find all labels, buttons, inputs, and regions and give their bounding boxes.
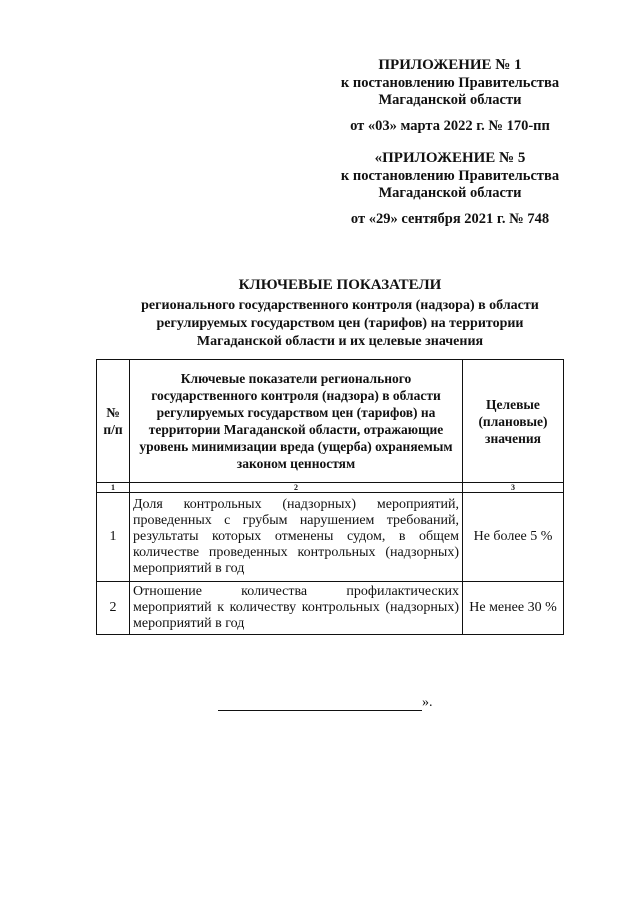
column-number-row: [97, 483, 564, 493]
row-2-indicator: Отношение количества профилактических мероприятий к количеству контрольных (надзорных) мероприятий в год: [130, 582, 463, 635]
row-1-num: 1: [97, 493, 130, 582]
heading-line2: регулируемых государством цен (тарифов) на территории: [156, 316, 524, 331]
column-number-3: 3: [463, 483, 564, 493]
row-2-target: Не менее 30 %: [463, 582, 564, 635]
closing-underline: [218, 696, 422, 711]
appendix-5-line1: к постановлению Правительства: [340, 168, 560, 184]
column-number-2: 2: [130, 483, 463, 493]
appendix-1-date: от «03» марта 2022 г. № 170-пп: [350, 118, 550, 134]
kpi-table: [96, 359, 564, 635]
appendix-5-line2: Магаданской области: [378, 185, 522, 201]
appendix-1-line2: Магаданской области: [378, 92, 522, 108]
appendix-5-date: от «29» сентября 2021 г. № 748: [350, 211, 550, 227]
header-num: № п/п: [97, 360, 130, 483]
header-indicator: Ключевые показатели регионального государственного контроля (надзора) в области регулируемых государством цен (тарифов) на территории Магаданской области, отражающие уровень минимизации вреда (ущерба) охраняемым законом ценностям: [130, 360, 463, 483]
row-2-num: 2: [97, 582, 130, 635]
header-target: Целевые (плановые) значения: [463, 360, 564, 483]
appendix-1-title: ПРИЛОЖЕНИЕ № 1: [378, 57, 522, 73]
closing-mark: [218, 695, 433, 711]
closing-quote: ».: [422, 695, 433, 710]
heading-title: КЛЮЧЕВЫЕ ПОКАЗАТЕЛИ: [238, 277, 442, 293]
row-1-target: Не более 5 %: [463, 493, 564, 582]
appendix-1-header: [300, 55, 600, 135]
heading-line1: регионального государственного контроля (надзора) в области: [141, 298, 539, 313]
column-number-1: 1: [97, 483, 130, 493]
heading-line3: Магаданской области и их целевые значения: [196, 334, 484, 349]
appendix-1-line1: к постановлению Правительства: [340, 75, 560, 91]
appendix-5-header: [300, 148, 600, 228]
table-header-row: [97, 360, 564, 483]
table-row: [97, 582, 564, 635]
table-row: [97, 493, 564, 582]
appendix-5-title: «ПРИЛОЖЕНИЕ № 5: [374, 150, 526, 166]
row-1-indicator: Доля контрольных (надзорных) мероприятий, проведенных с грубым нарушением требований, результаты которых отменены судом, в общем количестве проведенных контрольных (надзорных) мероприятий в год: [130, 493, 463, 582]
document-heading: [90, 275, 590, 351]
